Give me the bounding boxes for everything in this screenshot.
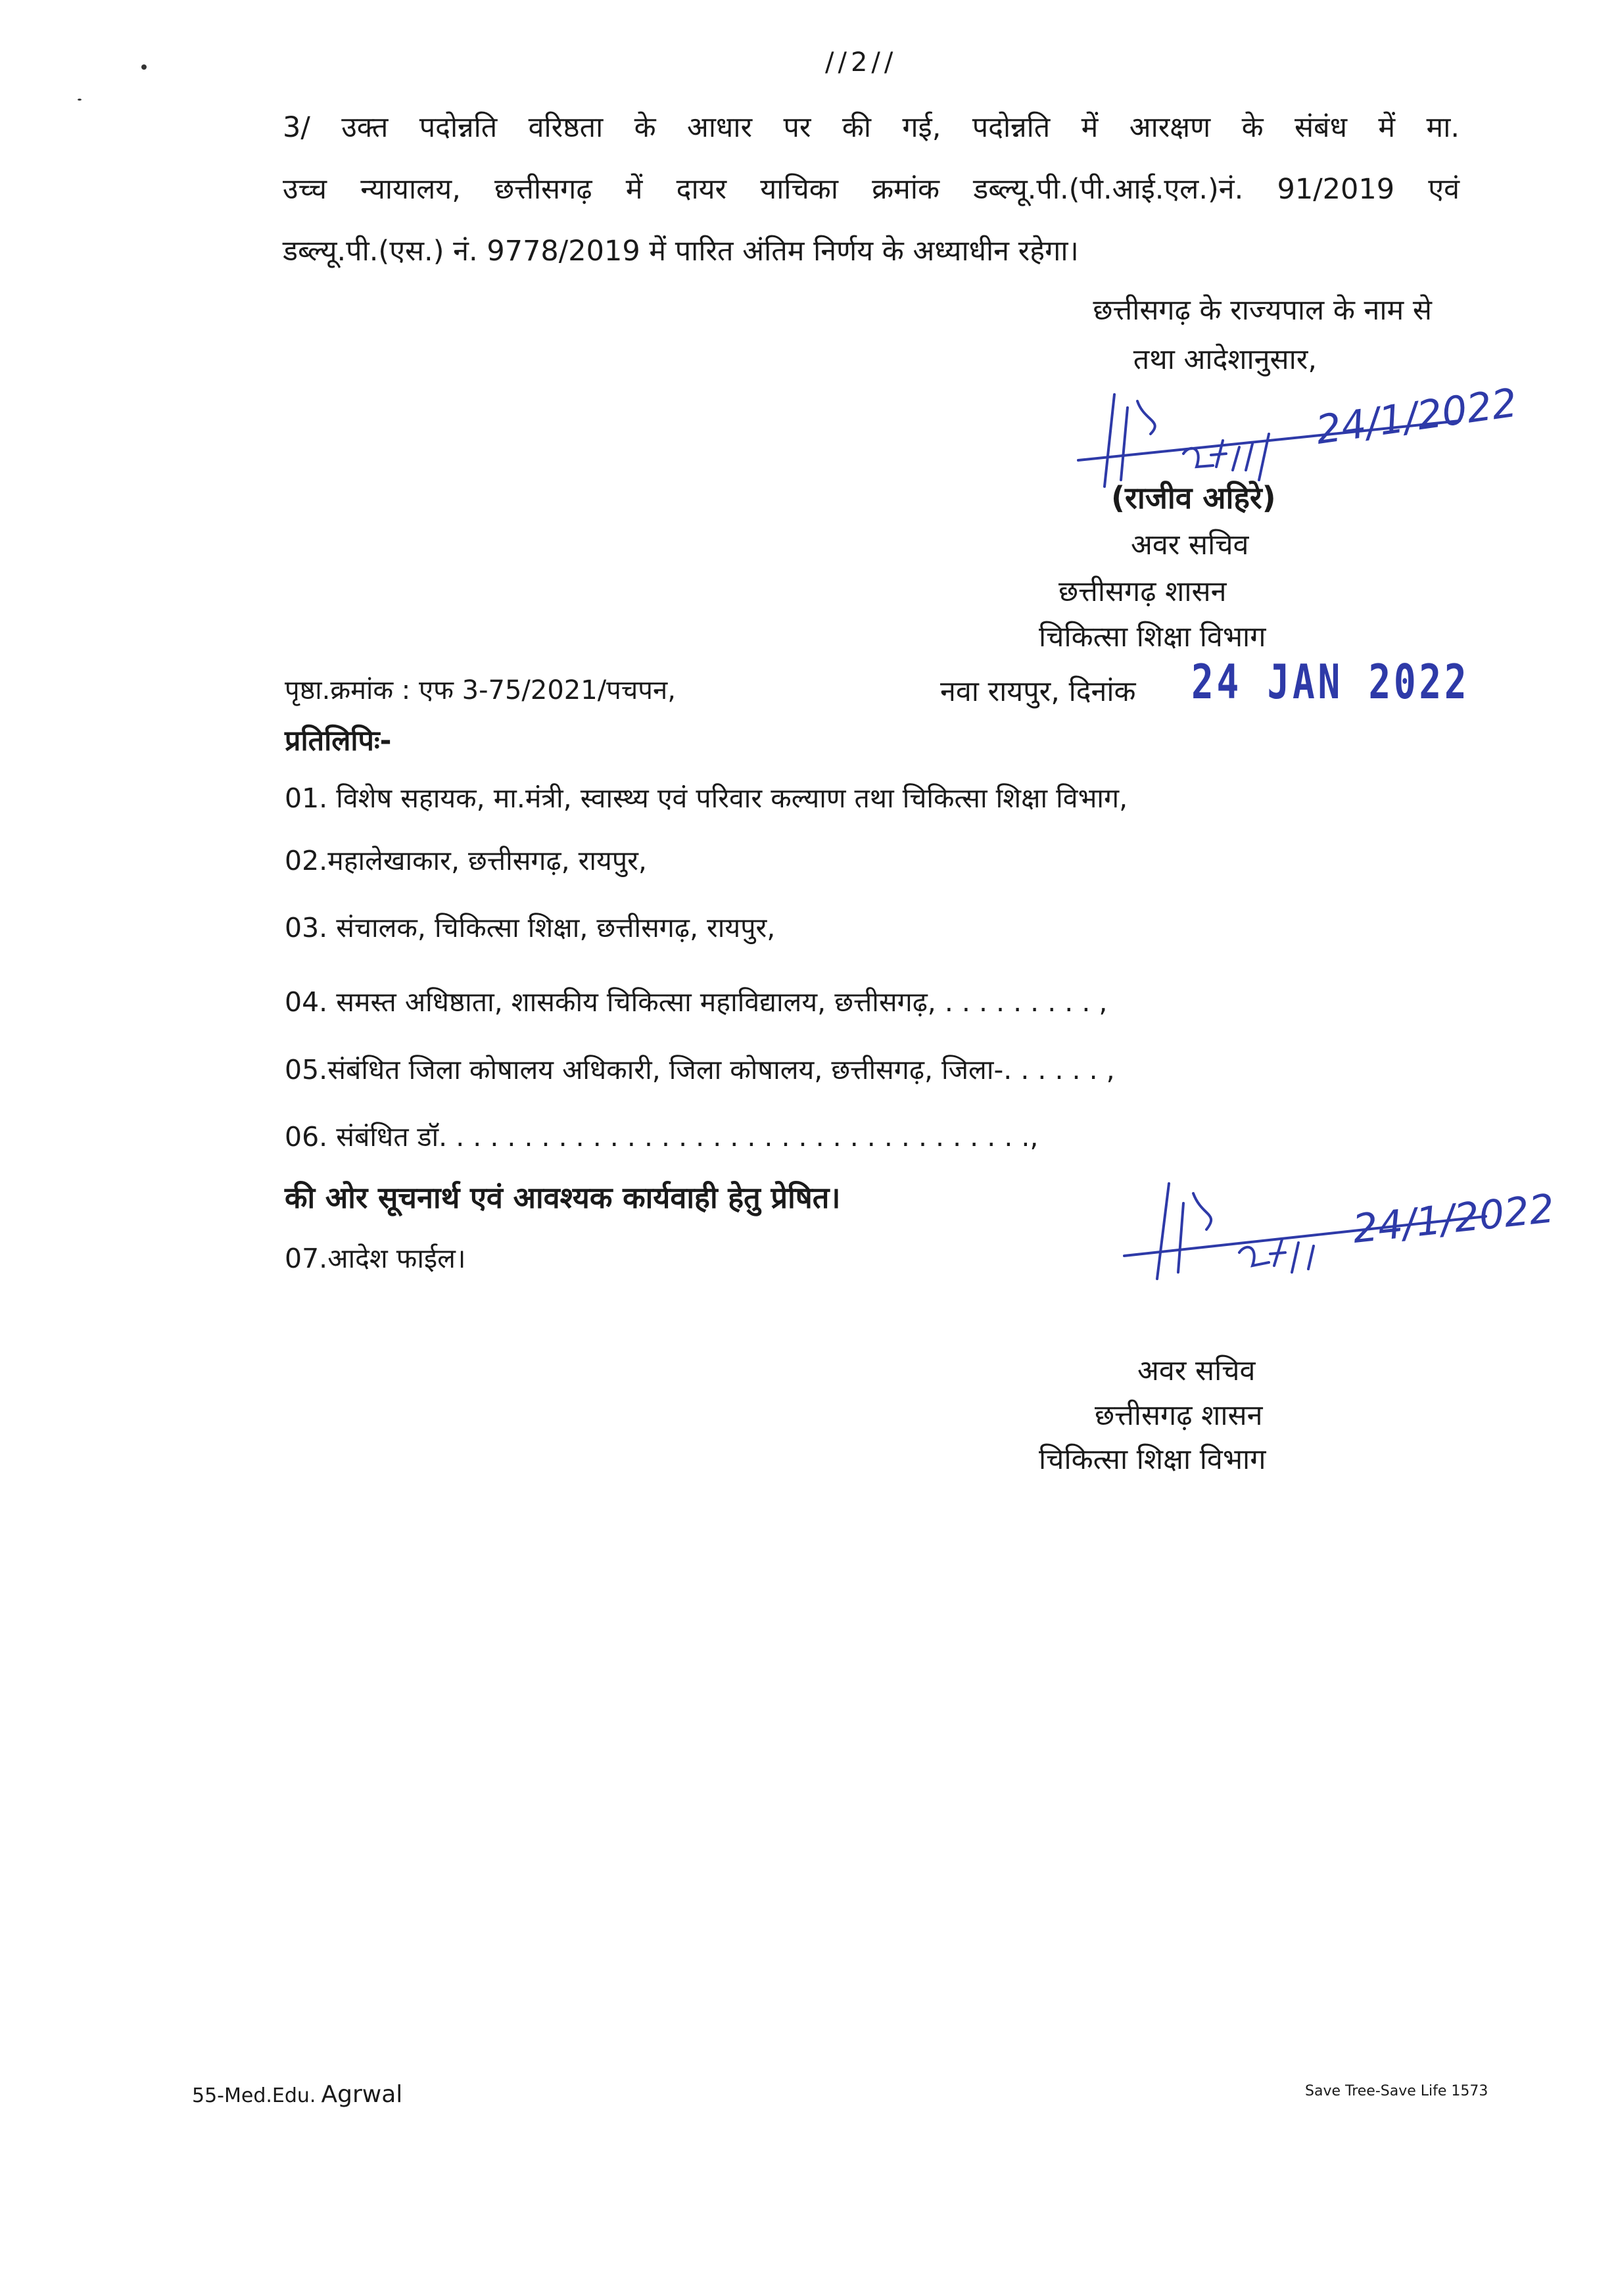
signature-1-date: 24/1/2022	[1313, 379, 1520, 454]
forward-note: की ओर सूचनार्थ एवं आवश्यक कार्यवाही हेतु प्रेषित।	[285, 1180, 841, 1215]
speck	[141, 64, 147, 70]
copy-to-heading: प्रतिलिपिः-	[285, 725, 392, 757]
authority-line-1: छत्तीसगढ़ के राज्यपाल के नाम से	[1093, 294, 1432, 327]
signer-designation: अवर सचिव	[1131, 529, 1249, 562]
copy-item: 02.महालेखाकार, छत्तीसगढ़, रायपुर,	[285, 845, 647, 876]
authority-line-2: तथा आदेशानुसार,	[1133, 343, 1317, 376]
speck	[78, 99, 82, 101]
footer-slogan: Save Tree-Save Life 1573	[1305, 2083, 1488, 2099]
reference-number: पृष्ठा.क्रमांक : एफ 3-75/2021/पचपन,	[285, 675, 676, 706]
place-date: नवा रायपुर, दिनांक	[940, 675, 1136, 708]
signer-department: चिकित्सा शिक्षा विभाग	[1039, 621, 1266, 654]
body-line-2: उच्च न्यायालय, छत्तीसगढ़ में दायर याचिका क्रमांक डब्ल्यू.पी.(पी.आई.एल.)नं. 91/2019 एवं	[283, 173, 1460, 206]
signer-name: (राजीव अहिरे)	[1111, 480, 1276, 515]
signer-government: छत्तीसगढ़ शासन	[1058, 575, 1227, 608]
signer2-department: चिकित्सा शिक्षा विभाग	[1039, 1443, 1266, 1476]
footer-handwritten: Agrwal	[321, 2081, 403, 2108]
signature-2	[1118, 1157, 1557, 1289]
signer2-government: छत्तीसगढ़ शासन	[1095, 1399, 1263, 1432]
copy-item: 03. संचालक, चिकित्सा शिक्षा, छत्तीसगढ़, रायपुर,	[285, 912, 776, 944]
date-stamp: 24 JAN 2022	[1191, 654, 1470, 709]
signature-2-date: 24/1/2022	[1350, 1185, 1557, 1253]
footer-code-text: 55-Med.Edu.	[192, 2084, 316, 2107]
body-line-3: डब्ल्यू.पी.(एस.) नं. 9778/2019 में पारित अंतिम निर्णय के अध्याधीन रहेगा।	[283, 235, 1079, 268]
copy-item: 05.संबंधित जिला कोषालय अधिकारी, जिला कोषालय, छत्तीसगढ़, जिला-. . . . . . ,	[285, 1054, 1115, 1086]
footer-code	[192, 2081, 402, 2108]
page-number: //2//	[825, 47, 897, 78]
copy-item: 06. संबंधित डॉ. . . . . . . . . . . . . . . . . . . . . . . . . . . . . . . . . . .,	[285, 1121, 1039, 1153]
signer2-designation: अवर सचिव	[1137, 1354, 1256, 1387]
copy-item: 01. विशेष सहायक, मा.मंत्री, स्वास्थ्य एवं परिवार कल्याण तथा चिकित्सा शिक्षा विभाग,	[285, 782, 1128, 814]
copy-item: 04. समस्त अधिष्ठाता, शासकीय चिकित्सा महाविद्यालय, छत्तीसगढ़, . . . . . . . . . ,	[285, 986, 1108, 1018]
copy-item-7: 07.आदेश फाईल।	[285, 1243, 466, 1274]
body-line-1: 3/ उक्त पदोन्नति वरिष्ठता के आधार पर की गई, पदोन्नति में आरक्षण के संबंध में मा.	[283, 111, 1460, 144]
